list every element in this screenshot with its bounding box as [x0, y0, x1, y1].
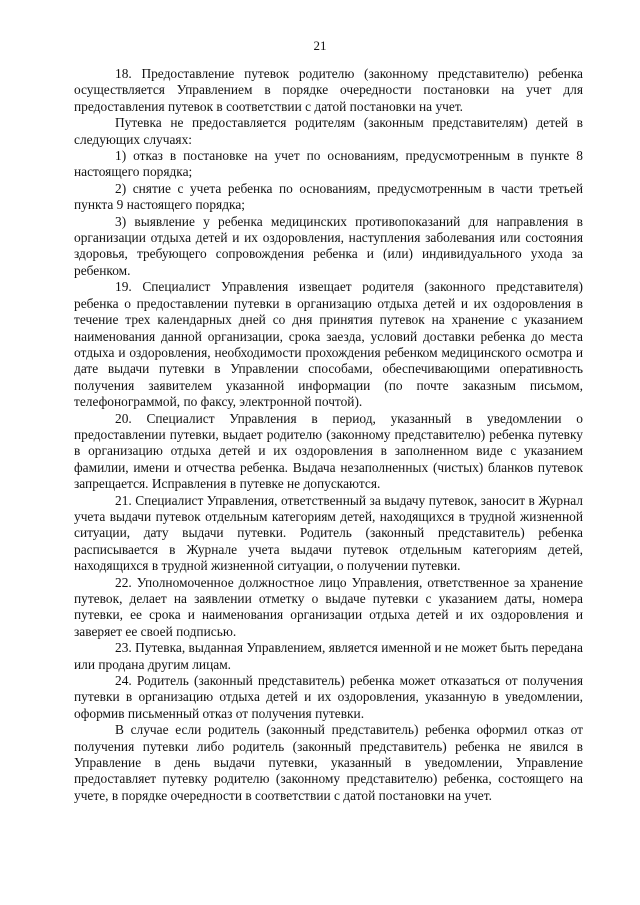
paragraph-20: 20. Специалист Управления в период, указанный в уведомлении о предоставлении путевки, выдает родителю (законному представителю) ребенка путевку в организацию отдыха детей и их оздоровления в заполненном виде с указанием фамилии, имени и отчества ребенка. Выдача незаполненных (чистых) бланков путевок запрещается. Исправления в путевке не допускаются.	[74, 410, 583, 492]
paragraph-22: 22. Уполномоченное должностное лицо Управления, ответственное за хранение путевок, делает на заявлении отметку о выдаче путевки с указанием даты, номера путевки, ее срока и наименования организации отдыха детей и их оздоровления и заверяет ее своей подписью.	[74, 574, 583, 639]
paragraph-24-continuation: В случае если родитель (законный представитель) ребенка оформил отказ от получения путевки либо родитель (законный представитель) ребенка не явился в Управление в день выдачи путевки, указанный в уведомлении, Управление предоставляет путевку родителю (законному представителю) ребенка, состоящего на учете, в порядке очередности в соответствии с датой постановки на учет.	[74, 722, 583, 803]
document-body	[74, 66, 583, 804]
page-number: 21	[313, 38, 327, 53]
paragraph-19: 19. Специалист Управления извещает родителя (законного представителя) ребенка о предоставлении путевки в организацию отдыха детей и их оздоровления в течение трех календарных дней со дня принятия путевок на хранение с указанием наименования данной организации, срока заезда, условий доставки ребенка до места отдыха и оздоровления, необходимости прохождения ребенком медицинского осмотра и дате выдачи путевки в Управлении способами, обеспечивающими оперативность получения заявителем указанной информации (по почте заказным письмом, телефонограммой, по факсу, электронной почтой).	[74, 279, 583, 410]
paragraph-18: 18. Предоставление путевок родителю (законному представителю) ребенка осуществляется Управлением в порядке очередности постановки на учет для предоставления путевок в соответствии с датой постановки на учет.	[74, 66, 583, 114]
paragraph-21: 21. Специалист Управления, ответственный за выдачу путевок, заносит в Журнал учета выдачи путевок отдельным категориям детей, находящихся в трудной жизненной ситуации, дату выдачи путевки. Родитель (законный представитель) ребенка расписывается в Журнале учета выдачи путевок отдельным категориям детей, находящихся в трудной жизненной ситуации, о получении путевки.	[74, 492, 583, 574]
list-item-2: 2) снятие с учета ребенка по основаниям, предусмотренным в части третьей пункта 9 настоящего порядка;	[74, 180, 583, 213]
list-item-3: 3) выявление у ребенка медицинских противопоказаний для направления в организации отдыха детей и их оздоровления, наступления заболевания или состояния здоровья, требующего сопровождения ребенка и (или) индивидуального ухода за ребенком.	[74, 213, 583, 278]
list-item-1: 1) отказ в постановке на учет по основаниям, предусмотренным в пункте 8 настоящего порядка;	[74, 148, 583, 180]
paragraph-refusal-intro: Путевка не предоставляется родителям (законным представителям) детей в следующих случаях:	[74, 115, 583, 147]
paragraph-24: 24. Родитель (законный представитель) ребенка может отказаться от получения путевки в организацию отдыха детей и их оздоровления, указанную в уведомлении, оформив письменный отказ от получения путевки.	[74, 673, 583, 721]
paragraph-23: 23. Путевка, выданная Управлением, является именной и не может быть передана или продана другим лицам.	[74, 640, 583, 672]
